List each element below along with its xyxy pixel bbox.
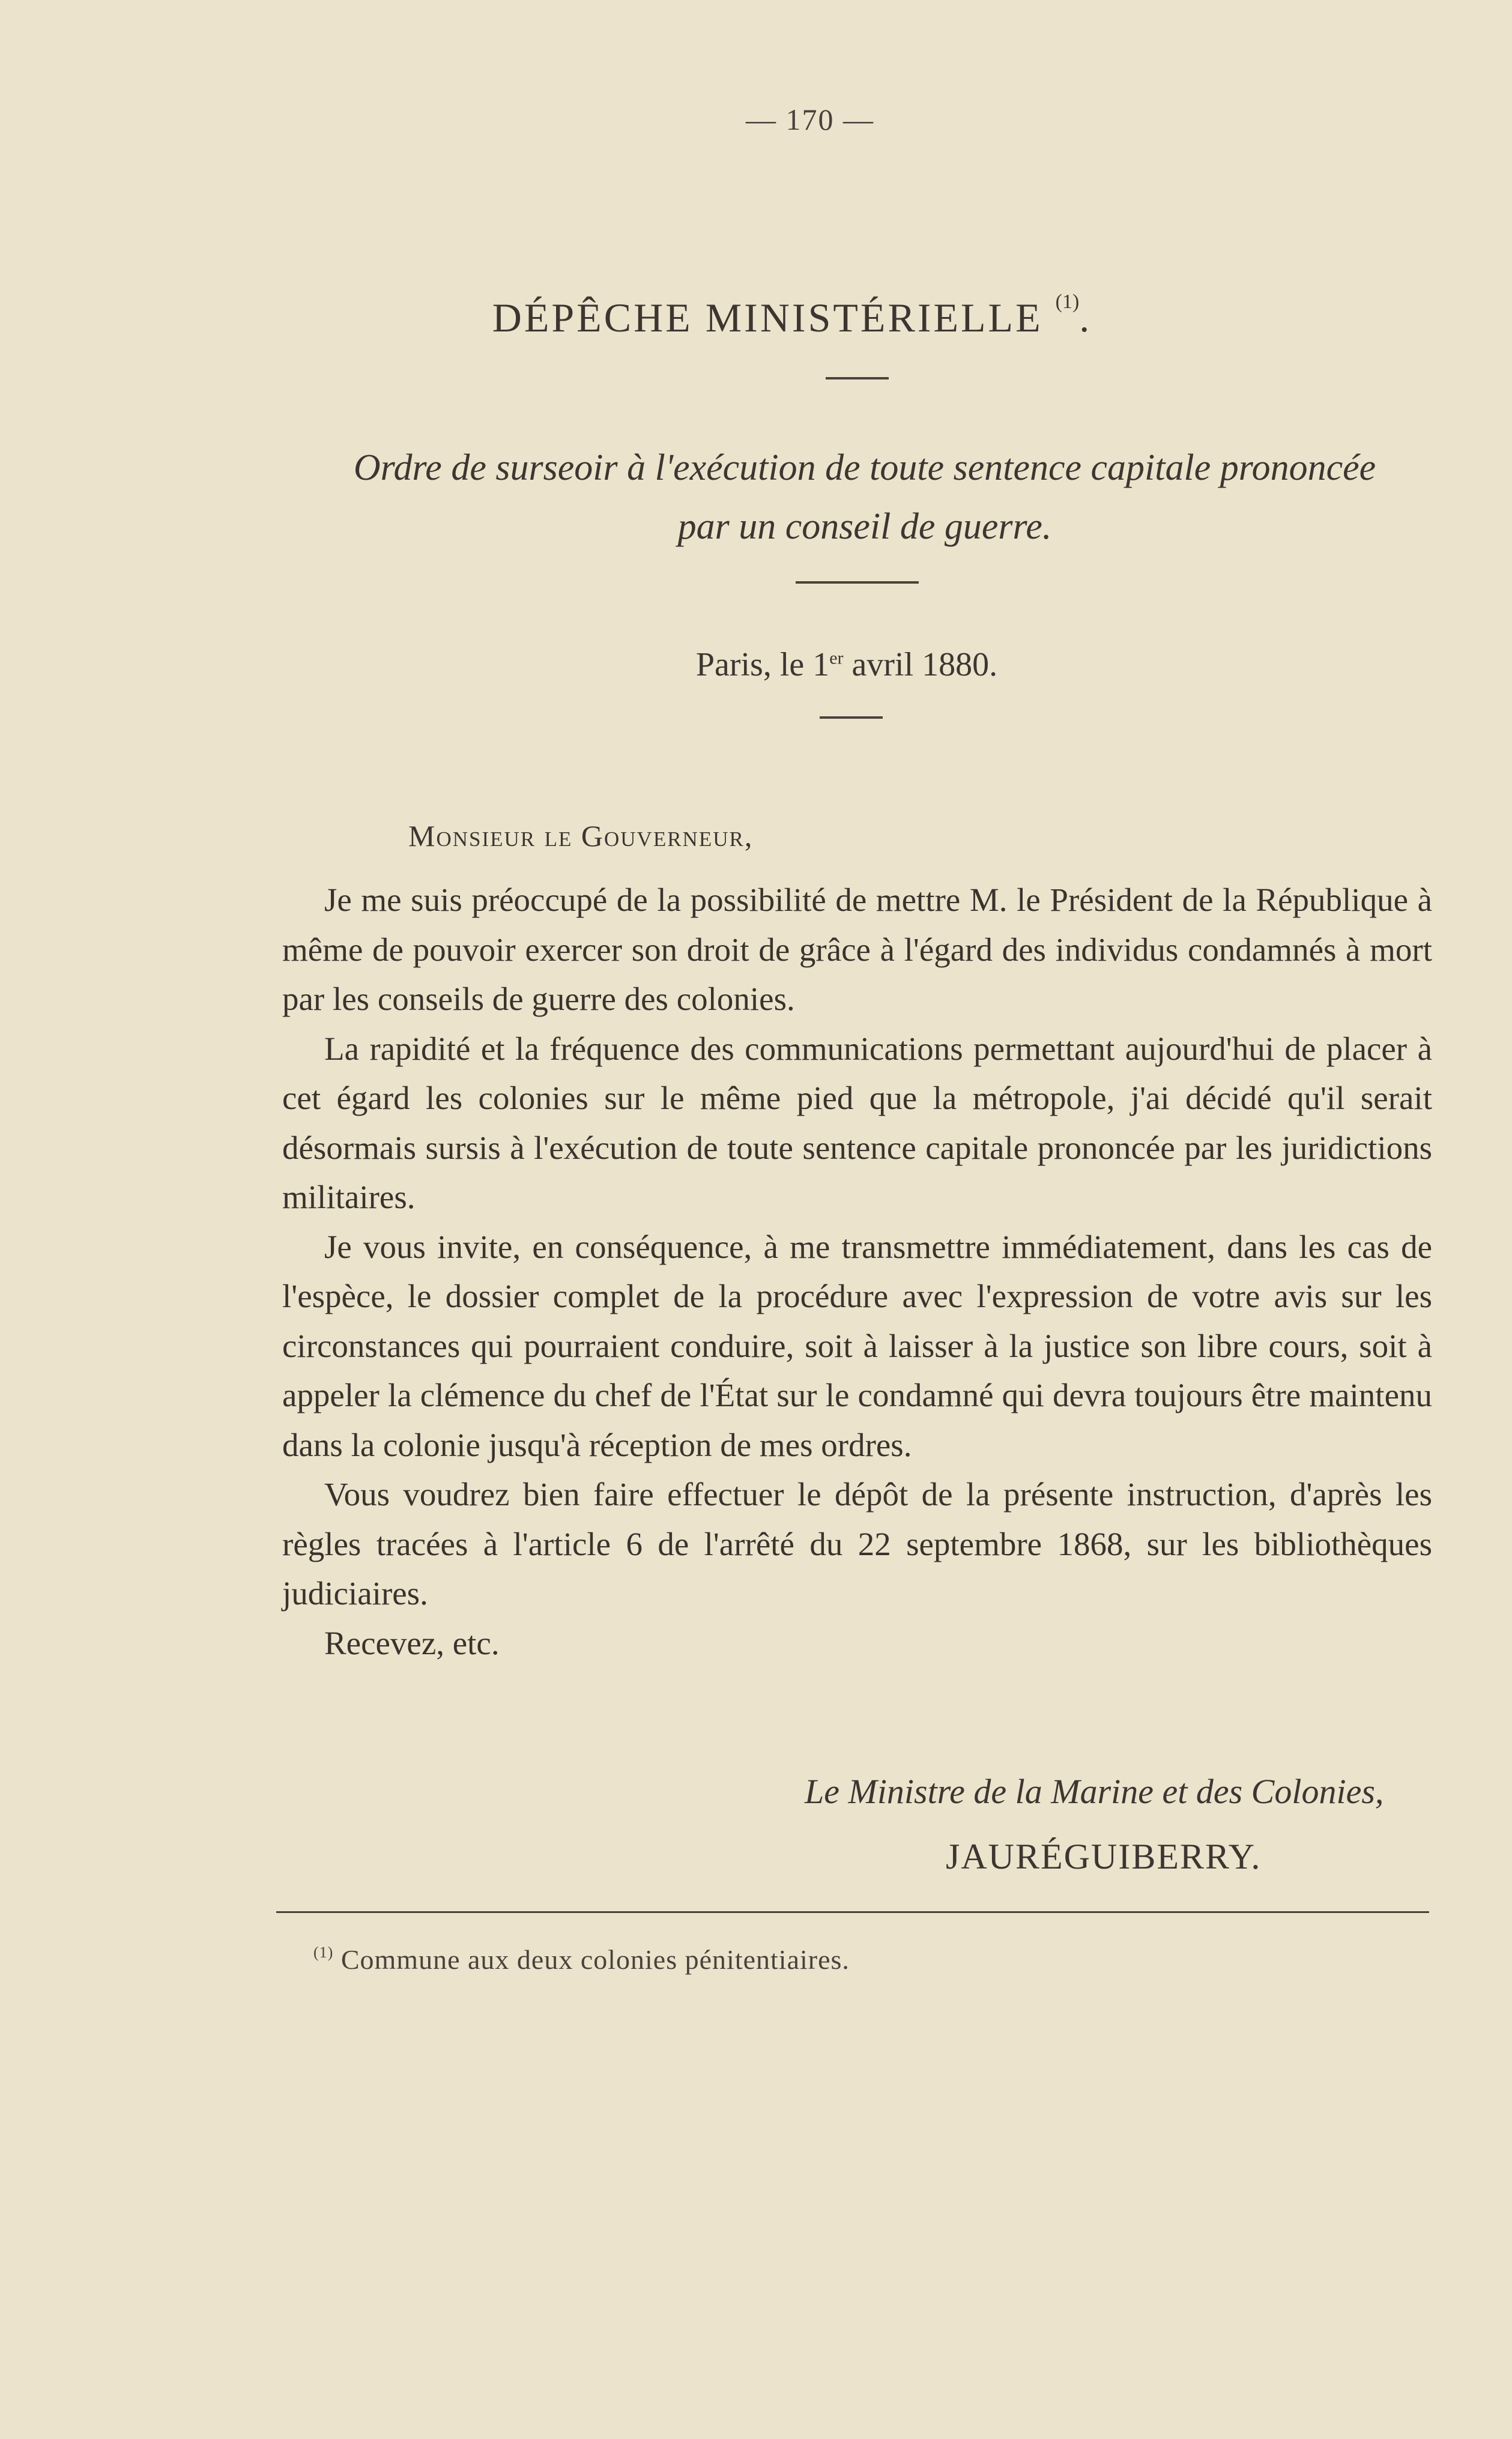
paragraph-3: Je vous invite, en conséquence, à me transmettre immédiatement, dans les cas de l'espèce, le dossier complet de la procédure avec l'expression de votre avis sur les circonstances qui pourraient conduire, soit à laisser à la justice son libre cours, soit à appeler la clémence du chef de l'État sur le condamné qui devra toujours être maintenu dans la colonie jusqu'à réception de mes ordres. bbox=[282, 1228, 1432, 1463]
document-title: DÉPÊCHE MINISTÉRIELLE $^{(1)}$. bbox=[492, 291, 1092, 340]
signature: JAURÉGUIBERRY. bbox=[946, 1837, 1262, 1876]
paragraph-1: Je me suis préoccupé de la possibilité de mettre M. le Président de la République à même de pouvoir exercer son droit de grâce à l'égard des individus condamnés à mort par les conseils de guerre des colonies. bbox=[282, 881, 1432, 1017]
page-number: — 170 — bbox=[746, 103, 874, 136]
date-line bbox=[600, 645, 1093, 684]
footnote bbox=[313, 1944, 850, 1975]
closing: Recevez, etc. bbox=[324, 1624, 500, 1661]
date-place: Paris, le 1 bbox=[695, 646, 830, 683]
footnote-rule bbox=[276, 1911, 1429, 1913]
title-rule bbox=[826, 377, 889, 379]
date-rule bbox=[820, 716, 883, 719]
footnote-text: Commune aux deux colonies pénitentiaires. bbox=[340, 1944, 850, 1975]
footnote-marker: (1) bbox=[313, 1944, 334, 1961]
title-footnote-marker: (1) bbox=[1055, 291, 1080, 313]
letter-body bbox=[282, 875, 1432, 1668]
date-ordinal: er bbox=[829, 648, 844, 668]
signoff: Le Ministre de la Marine et des Colonies, bbox=[805, 1772, 1384, 1811]
subtitle-line-1: Ordre de surseoir à l'exécution de toute sentence capitale prononcée bbox=[353, 447, 1376, 488]
subtitle-rule bbox=[796, 581, 919, 584]
subtitle bbox=[282, 438, 1447, 556]
subtitle-line-2: par un conseil de guerre. bbox=[677, 506, 1052, 547]
date-rest: avril 1880. bbox=[843, 646, 998, 683]
paragraph-4: Vous voudrez bien faire effectuer le dépôt de la présente instruction, d'après les règles tracées à l'article 6 de l'arrêté du 22 septembre 1868, sur les bibliothèques judiciaires. bbox=[282, 1476, 1432, 1612]
salutation: Monsieur le Gouverneur, bbox=[408, 819, 754, 853]
paragraph-2: La rapidité et la fréquence des communications permettant aujourd'hui de placer à cet égard les colonies sur le même pied que la métropole, j'ai décidé qu'il serait désormais sursis à l'exécution de toute sentence capitale prononcée par les juridictions militaires. bbox=[282, 1030, 1432, 1215]
title-text: DÉPÊCHE MINISTÉRIELLE bbox=[492, 295, 1043, 340]
